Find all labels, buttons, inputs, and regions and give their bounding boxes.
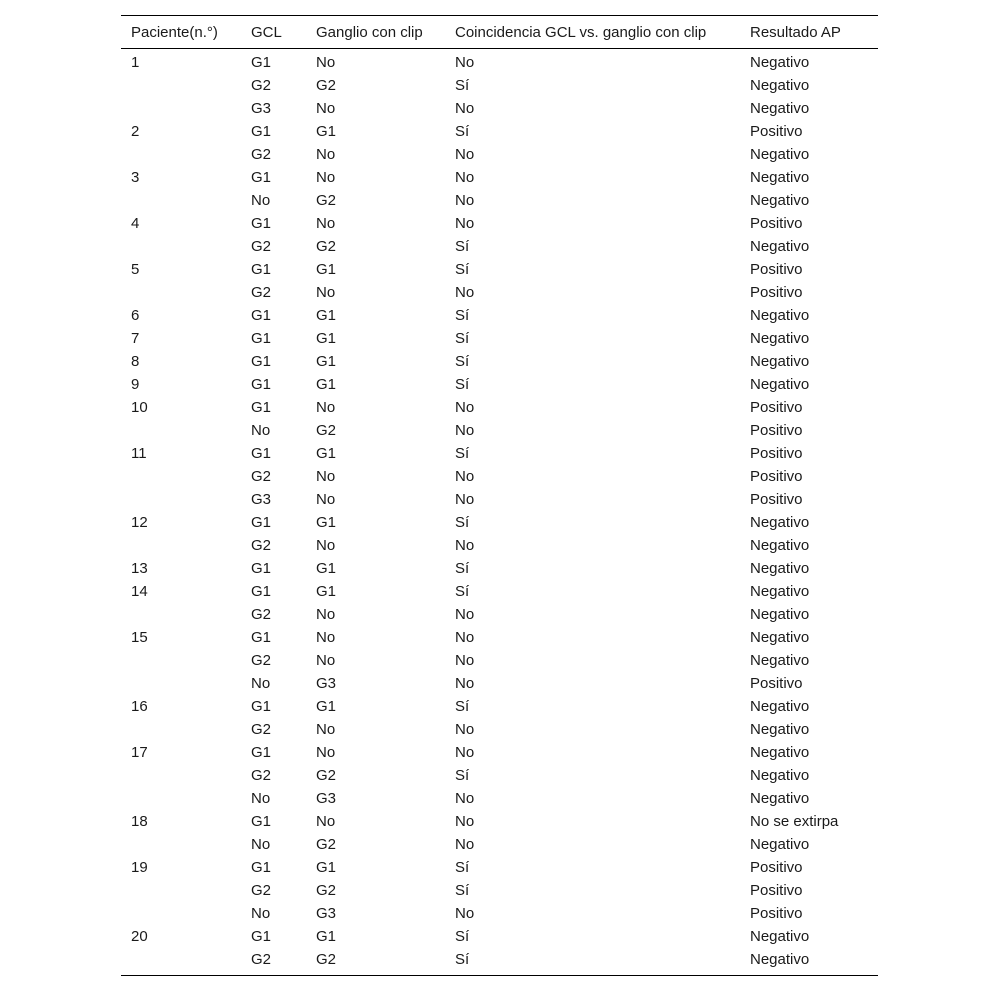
cell-paciente: 11 [131,445,147,462]
table-row [121,97,878,120]
table-row [121,672,878,695]
cell-coincidencia: Sí [455,767,470,784]
cell-ganglio-con-clip: No [316,468,336,485]
cell-ganglio-con-clip: No [316,491,336,508]
table-row [121,235,878,258]
cell-gcl: G2 [251,468,272,485]
cell-resultado-ap: Negativo [750,744,810,761]
cell-ganglio-con-clip: G2 [316,422,337,439]
cell-gcl: G2 [251,767,272,784]
cell-resultado-ap: Negativo [750,721,810,738]
cell-resultado-ap: Positivo [750,215,803,232]
cell-gcl: G1 [251,261,272,278]
cell-coincidencia: Sí [455,951,470,968]
cell-gcl: No [251,790,271,807]
cell-resultado-ap: Positivo [750,859,803,876]
cell-coincidencia: Sí [455,261,470,278]
cell-gcl: G1 [251,928,272,945]
cell-coincidencia: No [455,422,475,439]
cell-paciente [121,649,241,672]
table-row [121,74,878,97]
cell-gcl: G1 [251,169,272,186]
cell-coincidencia: Sí [455,882,470,899]
cell-gcl: G1 [251,629,272,646]
cell-coincidencia: Sí [455,583,470,600]
cell-paciente: 17 [131,744,148,761]
header-coincidencia: Coincidencia GCL vs. ganglio con clip [455,23,707,41]
cell-paciente [121,718,241,741]
table-row [121,419,878,442]
header-gcl: GCL [251,23,282,41]
cell-coincidencia: No [455,606,475,623]
table-body [121,49,878,976]
cell-gcl: G1 [251,445,272,462]
table-row [121,49,878,75]
cell-resultado-ap: Positivo [750,491,803,508]
cell-resultado-ap: Negativo [750,629,810,646]
cell-resultado-ap: Negativo [750,537,810,554]
cell-resultado-ap: Negativo [750,560,810,577]
table-row [121,281,878,304]
cell-paciente: 19 [131,859,148,876]
cell-gcl: G2 [251,951,272,968]
cell-paciente: 12 [131,514,148,531]
table-row [121,764,878,787]
cell-resultado-ap: Negativo [750,790,810,807]
cell-coincidencia: No [455,399,475,416]
cell-ganglio-con-clip: G2 [316,192,337,209]
table-row [121,189,878,212]
cell-coincidencia: Sí [455,238,470,255]
cell-ganglio-con-clip: No [316,100,336,117]
table-row [121,465,878,488]
table-row [121,810,878,833]
cell-coincidencia: No [455,652,475,669]
cell-resultado-ap: Negativo [750,698,810,715]
table-row [121,580,878,603]
cell-ganglio-con-clip: G2 [316,882,337,899]
cell-coincidencia: No [455,744,475,761]
cell-gcl: G2 [251,606,272,623]
cell-ganglio-con-clip: G1 [316,583,337,600]
cell-paciente [121,672,241,695]
cell-paciente: 1 [131,54,140,71]
cell-gcl: G1 [251,399,272,416]
cell-ganglio-con-clip: G1 [316,123,337,140]
cell-gcl: No [251,422,271,439]
cell-resultado-ap: Negativo [750,514,810,531]
cell-gcl: No [251,836,271,853]
cell-resultado-ap: Negativo [750,54,810,71]
cell-ganglio-con-clip: G3 [316,905,337,922]
cell-coincidencia: No [455,54,475,71]
cell-paciente [121,948,241,976]
table-row [121,488,878,511]
cell-ganglio-con-clip: No [316,284,336,301]
cell-resultado-ap: Positivo [750,261,803,278]
cell-coincidencia: Sí [455,123,470,140]
table-row [121,718,878,741]
cell-resultado-ap: Negativo [750,100,810,117]
cell-ganglio-con-clip: G2 [316,951,337,968]
table-row [121,925,878,948]
cell-paciente [121,281,241,304]
cell-paciente: 18 [131,813,148,830]
cell-resultado-ap: Positivo [750,399,803,416]
table-row [121,143,878,166]
cell-gcl: G1 [251,353,272,370]
cell-coincidencia: No [455,192,475,209]
cell-paciente [121,764,241,787]
table-row [121,373,878,396]
cell-paciente [121,833,241,856]
cell-paciente [121,74,241,97]
cell-paciente: 6 [131,307,140,324]
cell-resultado-ap: Negativo [750,77,810,94]
cell-ganglio-con-clip: G1 [316,698,337,715]
cell-coincidencia: No [455,836,475,853]
cell-paciente [121,419,241,442]
table-row [121,879,878,902]
cell-resultado-ap: Negativo [750,307,810,324]
cell-ganglio-con-clip: No [316,537,336,554]
table-row [121,741,878,764]
table-row [121,442,878,465]
cell-ganglio-con-clip: G1 [316,514,337,531]
data-table [121,15,878,976]
table-row [121,304,878,327]
cell-paciente [121,235,241,258]
table-row [121,603,878,626]
cell-ganglio-con-clip: G1 [316,445,337,462]
cell-resultado-ap: Negativo [750,192,810,209]
cell-gcl: G2 [251,721,272,738]
cell-coincidencia: No [455,813,475,830]
cell-paciente [121,465,241,488]
table-row [121,511,878,534]
cell-gcl: G1 [251,560,272,577]
cell-coincidencia: Sí [455,330,470,347]
cell-coincidencia: No [455,169,475,186]
cell-ganglio-con-clip: G1 [316,261,337,278]
cell-ganglio-con-clip: No [316,399,336,416]
cell-resultado-ap: Negativo [750,169,810,186]
cell-resultado-ap: Positivo [750,882,803,899]
cell-gcl: No [251,675,271,692]
cell-resultado-ap: Positivo [750,445,803,462]
cell-coincidencia: Sí [455,859,470,876]
cell-coincidencia: Sí [455,307,470,324]
cell-gcl: G1 [251,307,272,324]
cell-coincidencia: Sí [455,77,470,94]
table-row [121,350,878,373]
cell-coincidencia: No [455,790,475,807]
cell-gcl: G2 [251,537,272,554]
table-row [121,626,878,649]
cell-gcl: G2 [251,652,272,669]
cell-resultado-ap: Negativo [750,767,810,784]
cell-coincidencia: Sí [455,376,470,393]
cell-ganglio-con-clip: No [316,721,336,738]
cell-gcl: G1 [251,215,272,232]
cell-paciente: 14 [131,583,148,600]
cell-coincidencia: No [455,215,475,232]
cell-resultado-ap: Positivo [750,905,803,922]
cell-ganglio-con-clip: No [316,629,336,646]
cell-paciente [121,97,241,120]
cell-gcl: G3 [251,491,272,508]
cell-paciente: 2 [131,123,140,140]
cell-paciente [121,534,241,557]
cell-paciente: 4 [131,215,140,232]
cell-ganglio-con-clip: G1 [316,859,337,876]
cell-resultado-ap: Negativo [750,376,810,393]
table-row [121,649,878,672]
table-row [121,902,878,925]
cell-ganglio-con-clip: No [316,215,336,232]
cell-coincidencia: No [455,629,475,646]
cell-ganglio-con-clip: G2 [316,836,337,853]
cell-resultado-ap: Positivo [750,468,803,485]
cell-resultado-ap: Positivo [750,422,803,439]
cell-ganglio-con-clip: No [316,606,336,623]
cell-ganglio-con-clip: G1 [316,330,337,347]
table-row [121,948,878,976]
table-row [121,695,878,718]
cell-paciente: 16 [131,698,148,715]
cell-resultado-ap: Negativo [750,238,810,255]
cell-paciente [121,603,241,626]
header-paciente: Paciente(n.°) [131,23,218,41]
cell-coincidencia: No [455,146,475,163]
cell-ganglio-con-clip: No [316,744,336,761]
cell-coincidencia: Sí [455,928,470,945]
cell-gcl: G1 [251,859,272,876]
cell-ganglio-con-clip: G1 [316,376,337,393]
header-resultado-ap: Resultado AP [750,23,841,41]
cell-coincidencia: Sí [455,514,470,531]
cell-ganglio-con-clip: G1 [316,307,337,324]
cell-paciente: 7 [131,330,140,347]
cell-resultado-ap: No se extirpa [750,813,839,830]
cell-gcl: G1 [251,813,272,830]
cell-resultado-ap: Negativo [750,606,810,623]
table-row [121,327,878,350]
cell-coincidencia: No [455,675,475,692]
cell-ganglio-con-clip: G1 [316,560,337,577]
cell-ganglio-con-clip: G3 [316,790,337,807]
cell-paciente: 13 [131,560,148,577]
cell-paciente [121,879,241,902]
cell-coincidencia: Sí [455,560,470,577]
cell-resultado-ap: Negativo [750,146,810,163]
cell-gcl: G1 [251,330,272,347]
cell-resultado-ap: Negativo [750,583,810,600]
cell-resultado-ap: Negativo [750,652,810,669]
cell-gcl: No [251,905,271,922]
table-row [121,396,878,419]
cell-gcl: G2 [251,882,272,899]
cell-ganglio-con-clip: G1 [316,353,337,370]
cell-coincidencia: No [455,721,475,738]
cell-resultado-ap: Negativo [750,330,810,347]
table-row [121,258,878,281]
cell-resultado-ap: Negativo [750,928,810,945]
cell-gcl: G2 [251,77,272,94]
cell-coincidencia: Sí [455,698,470,715]
table-row [121,166,878,189]
cell-paciente [121,143,241,166]
cell-resultado-ap: Positivo [750,284,803,301]
cell-ganglio-con-clip: No [316,652,336,669]
cell-gcl: G2 [251,238,272,255]
cell-paciente [121,189,241,212]
cell-ganglio-con-clip: G2 [316,238,337,255]
table-row [121,557,878,580]
cell-coincidencia: No [455,491,475,508]
cell-gcl: G2 [251,284,272,301]
cell-ganglio-con-clip: G3 [316,675,337,692]
cell-resultado-ap: Positivo [750,123,803,140]
cell-paciente: 3 [131,169,140,186]
cell-coincidencia: Sí [455,445,470,462]
cell-gcl: G1 [251,698,272,715]
cell-coincidencia: Sí [455,353,470,370]
table-row [121,534,878,557]
header-row [121,16,878,49]
table-row [121,212,878,235]
cell-gcl: No [251,192,271,209]
cell-gcl: G1 [251,583,272,600]
table-row [121,833,878,856]
cell-gcl: G1 [251,54,272,71]
cell-gcl: G2 [251,146,272,163]
table-row [121,787,878,810]
cell-paciente: 10 [131,399,148,416]
cell-paciente: 8 [131,353,140,370]
cell-ganglio-con-clip: No [316,54,336,71]
cell-ganglio-con-clip: No [316,169,336,186]
cell-coincidencia: No [455,284,475,301]
cell-paciente [121,902,241,925]
cell-ganglio-con-clip: No [316,146,336,163]
cell-gcl: G1 [251,514,272,531]
cell-gcl: G3 [251,100,272,117]
table-row [121,856,878,879]
cell-coincidencia: No [455,537,475,554]
cell-gcl: G1 [251,123,272,140]
table-header [121,16,878,49]
cell-ganglio-con-clip: G1 [316,928,337,945]
cell-gcl: G1 [251,744,272,761]
cell-paciente: 20 [131,928,148,945]
table-row [121,120,878,143]
cell-paciente: 15 [131,629,148,646]
cell-paciente [121,787,241,810]
cell-resultado-ap: Negativo [750,353,810,370]
header-ganglio-con-clip: Ganglio con clip [316,23,423,41]
cell-paciente [121,488,241,511]
cell-paciente: 5 [131,261,140,278]
cell-coincidencia: No [455,100,475,117]
cell-ganglio-con-clip: G2 [316,77,337,94]
cell-resultado-ap: Negativo [750,836,810,853]
cell-ganglio-con-clip: No [316,813,336,830]
cell-gcl: G1 [251,376,272,393]
cell-paciente: 9 [131,376,140,393]
cell-coincidencia: No [455,468,475,485]
cell-coincidencia: No [455,905,475,922]
cell-ganglio-con-clip: G2 [316,767,337,784]
cell-resultado-ap: Positivo [750,675,803,692]
cell-resultado-ap: Negativo [750,951,810,968]
